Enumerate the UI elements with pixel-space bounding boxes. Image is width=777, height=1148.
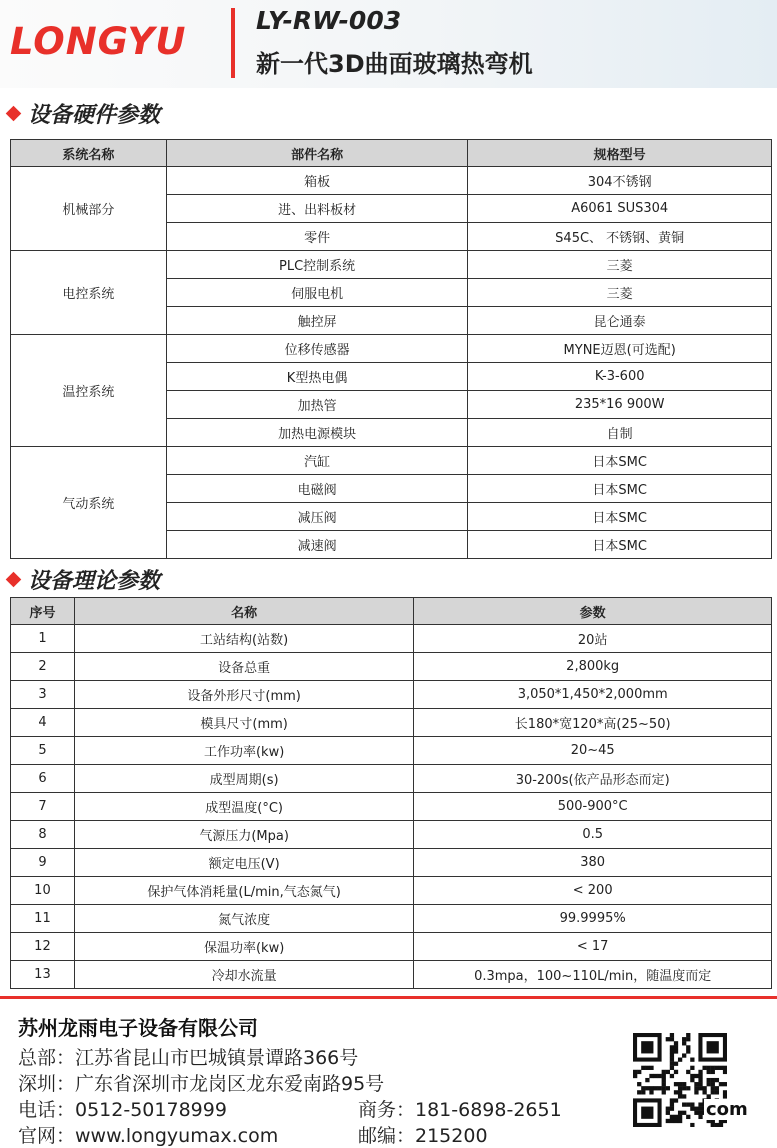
spec-value: 日本SMC: [468, 475, 772, 503]
part-name: 箱板: [166, 167, 468, 195]
spec-value: 昆仑通泰: [468, 307, 772, 335]
part-name: 汽缸: [166, 447, 468, 475]
hardware-section-title: 设备硬件参数: [28, 103, 161, 128]
header-index: 序号: [11, 598, 75, 625]
table-row: [11, 653, 772, 681]
name-cell: 冷却水流量: [74, 961, 413, 989]
spec-value: S45C、 不锈钢、黄铜: [468, 223, 772, 251]
header-name: 名称: [74, 598, 413, 625]
table-row: [11, 793, 772, 821]
index-cell: 4: [11, 709, 75, 737]
param-cell: 20~45: [414, 737, 772, 765]
param-cell: 2,800kg: [414, 653, 772, 681]
qr-caption: com: [706, 1099, 748, 1120]
part-name: 加热电源模块: [166, 419, 468, 447]
name-cell: 工作功率(kw): [74, 737, 413, 765]
header-spec: 规格型号: [468, 140, 772, 167]
phone-number: 电话：0512-50178999: [18, 1099, 227, 1121]
shenzhen-address: 深圳：广东省深圳市龙岗区龙东爱南路95号: [18, 1073, 385, 1095]
param-cell: 3,050*1,450*2,000mm: [414, 681, 772, 709]
brand-logo: LONGYU: [10, 20, 187, 63]
header-banner: [0, 0, 777, 88]
param-cell: 380: [414, 849, 772, 877]
name-cell: 模具尺寸(mm): [74, 709, 413, 737]
system-name: 温控系统: [11, 335, 167, 447]
spec-value: 235*16 900W: [468, 391, 772, 419]
name-cell: 额定电压(V): [74, 849, 413, 877]
param-cell: < 200: [414, 877, 772, 905]
param-cell: 30-200s(依产品形态而定): [414, 765, 772, 793]
part-name: 电磁阀: [166, 475, 468, 503]
spec-value: A6061 SUS304: [468, 195, 772, 223]
param-cell: 0.3mpa，100~110L/min，随温度而定: [414, 961, 772, 989]
website-link[interactable]: 官网：www.longyumax.com: [18, 1125, 279, 1147]
diamond-bullet-icon: [6, 105, 22, 121]
index-cell: 11: [11, 905, 75, 933]
table-row: [11, 681, 772, 709]
business-phone: 商务：181-6898-2651: [358, 1099, 562, 1121]
name-cell: 保温功率(kw): [74, 933, 413, 961]
param-cell: 500-900°C: [414, 793, 772, 821]
theory-table: [10, 597, 772, 989]
name-cell: 保护气体消耗量(L/min,气态氮气): [74, 877, 413, 905]
header-divider: [231, 8, 235, 78]
table-row: [11, 251, 772, 279]
index-cell: 1: [11, 625, 75, 653]
table-header-row: [11, 598, 772, 625]
index-cell: 8: [11, 821, 75, 849]
header-part: 部件名称: [166, 140, 468, 167]
spec-value: 日本SMC: [468, 531, 772, 559]
system-name: 机械部分: [11, 167, 167, 251]
theory-section-heading: [8, 564, 160, 595]
spec-value: 日本SMC: [468, 447, 772, 475]
param-cell: 长180*宽120*高(25~50): [414, 709, 772, 737]
part-name: 零件: [166, 223, 468, 251]
model-number: LY-RW-003: [256, 6, 402, 35]
name-cell: 氮气浓度: [74, 905, 413, 933]
spec-value: K-3-600: [468, 363, 772, 391]
table-row: [11, 335, 772, 363]
part-name: K型热电偶: [166, 363, 468, 391]
part-name: 加热管: [166, 391, 468, 419]
table-row: [11, 625, 772, 653]
index-cell: 2: [11, 653, 75, 681]
table-header-row: [11, 140, 772, 167]
name-cell: 设备总重: [74, 653, 413, 681]
postcode: 邮编：215200: [358, 1125, 488, 1147]
index-cell: 3: [11, 681, 75, 709]
part-name: PLC控制系统: [166, 251, 468, 279]
spec-value: 自制: [468, 419, 772, 447]
table-row: [11, 849, 772, 877]
index-cell: 13: [11, 961, 75, 989]
part-name: 进、出料板材: [166, 195, 468, 223]
name-cell: 成型温度(°C): [74, 793, 413, 821]
table-row: [11, 905, 772, 933]
name-cell: 工站结构(站数): [74, 625, 413, 653]
spec-value: 三菱: [468, 251, 772, 279]
name-cell: 设备外形尺寸(mm): [74, 681, 413, 709]
part-name: 减速阀: [166, 531, 468, 559]
spec-value: 日本SMC: [468, 503, 772, 531]
table-row: [11, 447, 772, 475]
spec-value: MYNE迈恩(可选配): [468, 335, 772, 363]
table-row: [11, 709, 772, 737]
theory-section-title: 设备理论参数: [28, 569, 161, 594]
part-name: 伺服电机: [166, 279, 468, 307]
table-row: [11, 737, 772, 765]
part-name: 减压阀: [166, 503, 468, 531]
param-cell: < 17: [414, 933, 772, 961]
header-param: 参数: [414, 598, 772, 625]
header-system: 系统名称: [11, 140, 167, 167]
index-cell: 7: [11, 793, 75, 821]
spec-value: 304不锈钢: [468, 167, 772, 195]
index-cell: 5: [11, 737, 75, 765]
table-row: [11, 933, 772, 961]
param-cell: 20站: [414, 625, 772, 653]
param-cell: 99.9995%: [414, 905, 772, 933]
param-cell: 0.5: [414, 821, 772, 849]
footer-divider: [0, 996, 777, 999]
hardware-section-heading: [8, 98, 160, 129]
product-title: 新一代3D曲面玻璃热弯机: [256, 50, 533, 78]
system-name: 电控系统: [11, 251, 167, 335]
part-name: 位移传感器: [166, 335, 468, 363]
name-cell: 气源压力(Mpa): [74, 821, 413, 849]
part-name: 触控屏: [166, 307, 468, 335]
table-row: [11, 765, 772, 793]
company-name: 苏州龙雨电子设备有限公司: [18, 1016, 258, 1040]
hardware-table: [10, 139, 772, 559]
diamond-bullet-icon: [6, 571, 22, 587]
hq-address: 总部：江苏省昆山市巴城镇景谭路366号: [18, 1047, 359, 1069]
system-name: 气动系统: [11, 447, 167, 559]
index-cell: 12: [11, 933, 75, 961]
name-cell: 成型周期(s): [74, 765, 413, 793]
table-row: [11, 167, 772, 195]
table-row: [11, 961, 772, 989]
spec-value: 三菱: [468, 279, 772, 307]
index-cell: 10: [11, 877, 75, 905]
table-row: [11, 877, 772, 905]
index-cell: 6: [11, 765, 75, 793]
table-row: [11, 821, 772, 849]
index-cell: 9: [11, 849, 75, 877]
